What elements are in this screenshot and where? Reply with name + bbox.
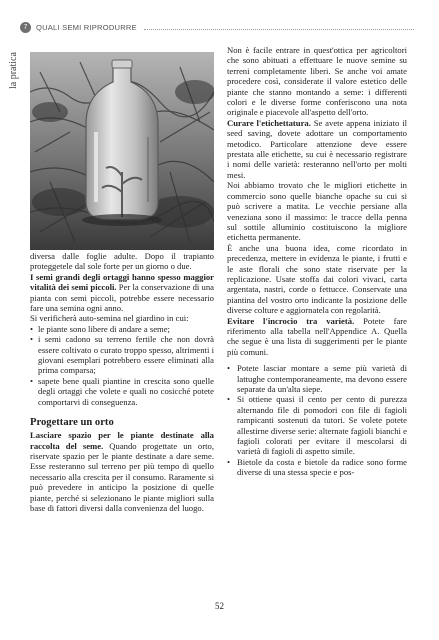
bold-lead: Curare l'etichettatura. [227, 117, 311, 128]
bold-lead: I semi grandi degli ortaggi hanno spesso maggior vitalità dei semi piccoli. [30, 271, 214, 293]
bullet-list [30, 324, 214, 407]
paragraph: diversa dalle foglie adulte. Dopo il trapianto proteggetele dal sole forte per un giorno o due. [30, 251, 214, 272]
paragraph: Si verificherà auto-semina nel giardino in cui: [30, 313, 189, 324]
paragraph: Noi abbiamo trovato che le migliori etichette in commercio sono quelle bianche opache su cui si può scrivere a matita. Le vecchie persiane alla veneziana sono il massimo: le tracce della penna sul sottile alluminio costituiscono la migliore etichetta permanente. [227, 180, 407, 243]
left-text-column [30, 251, 214, 513]
bold-lead: Evitare l'incrocio tra varietà. [227, 315, 355, 326]
chapter-number-badge: 7 [20, 22, 31, 33]
section-heading: Progettare un orto [30, 417, 114, 429]
list-item: • sapete bene quali piantine in crescita sono quelle degli ortaggi che volete e quali no cosicché potete comportarvi di conseguenza. [30, 376, 214, 407]
list-item: • Bietole da costa e bietole da radice sono forme diverse di una stessa specie e pos- [227, 457, 407, 478]
list-item: • i semi cadono su terreno fertile che non dovrà essere coltivato o curato troppo spesso, altrimenti i giovani esemplari potrebbero essere eliminati alla prima comparsa; [30, 334, 214, 376]
list-item: • Potete lasciar montare a seme più varietà di lattughe contemporaneamente, ma devono essere separate da un'alta siepe. [227, 363, 407, 394]
section-side-label: la pratica [8, 52, 19, 89]
garden-cloche-image [30, 52, 214, 250]
list-item: • le piante sono libere di andare a seme; [30, 324, 214, 334]
right-text-column [227, 45, 407, 478]
bullet-list [227, 363, 407, 477]
paragraph: I semi grandi degli ortaggi hanno spesso maggior vitalità dei semi piccoli. Per la conservazione di una pianta con semi piccoli, potrebbe essere necessario fare una semina ogni anno. [30, 271, 214, 314]
header-dotted-rule [144, 29, 414, 30]
paragraph: Non è facile entrare in quest'ottica per agricoltori che sono abituati a effettuare le nuove semine su terreni completamente liberi. Se anche voi amate procedere così, considerate il valore estetico delle piante che stanno montando a seme: i differenti colori e le diverse forme conferiscono una nota originale e piacevole all'aspetto dell'orto. [227, 45, 407, 118]
chapter-title: QUALI SEMI RIPRODURRE [36, 23, 137, 32]
bold-lead: Lasciare spazio per le piante destinate alla raccolta del seme. [30, 430, 214, 451]
paragraph: Evitare l'incrocio tra varietà. Potete fare riferimento alla tabella nell'Appendice A. Quella che segue è una lista di suggerimenti per le piante più comuni. [227, 315, 407, 357]
garden-cloche-photo [30, 52, 214, 250]
page-number: 52 [215, 601, 224, 611]
page-header [20, 20, 420, 40]
list-item: • Si ottiene quasi il cento per cento di purezza alternando file di pomodori con file di fagioli rampicanti sostenuti da tutori. Se volete potete allestirne diverse serie: alternate fagioli bianchi e fagioli colorati per evitare il mescolarsi di varietà di fagioli di aspetto simile. [227, 394, 407, 456]
paragraph: Lasciare spazio per le piante destinate alla raccolta del seme. Quando progettate un orto, riservate spazio per le piante destinate a dare seme. Esse resteranno sul terreno per più tempo di quello necessario alla crescita per il consumo. Raramente si può prevedere in anticipo la posizione di quelle piante, perché si selezionano le piante migliori sulla base di fattori diversi dalla convenienza del luogo. [30, 430, 214, 513]
paragraph: Curare l'etichettatura. Se avete appena iniziato il seed saving, dovete adottare un comportamento metodico. Particolare attenzione deve essere prestata alle etichette, su cui è necessario registrare i nomi delle varietà: resteranno nell'orto per molti mesi. [227, 117, 407, 180]
paragraph: È anche una buona idea, come ricordato in precedenza, mettere in evidenza le piante, i frutti e le aste florali che sono state riservate per la replicazione. Usate stoffa dai colori vivaci, carta argentata, nastri, corde o fettucce. Conservate una piantina del vostro orto indicante la posizione delle diverse colture e aggiornatela con regolarità. [227, 242, 407, 316]
